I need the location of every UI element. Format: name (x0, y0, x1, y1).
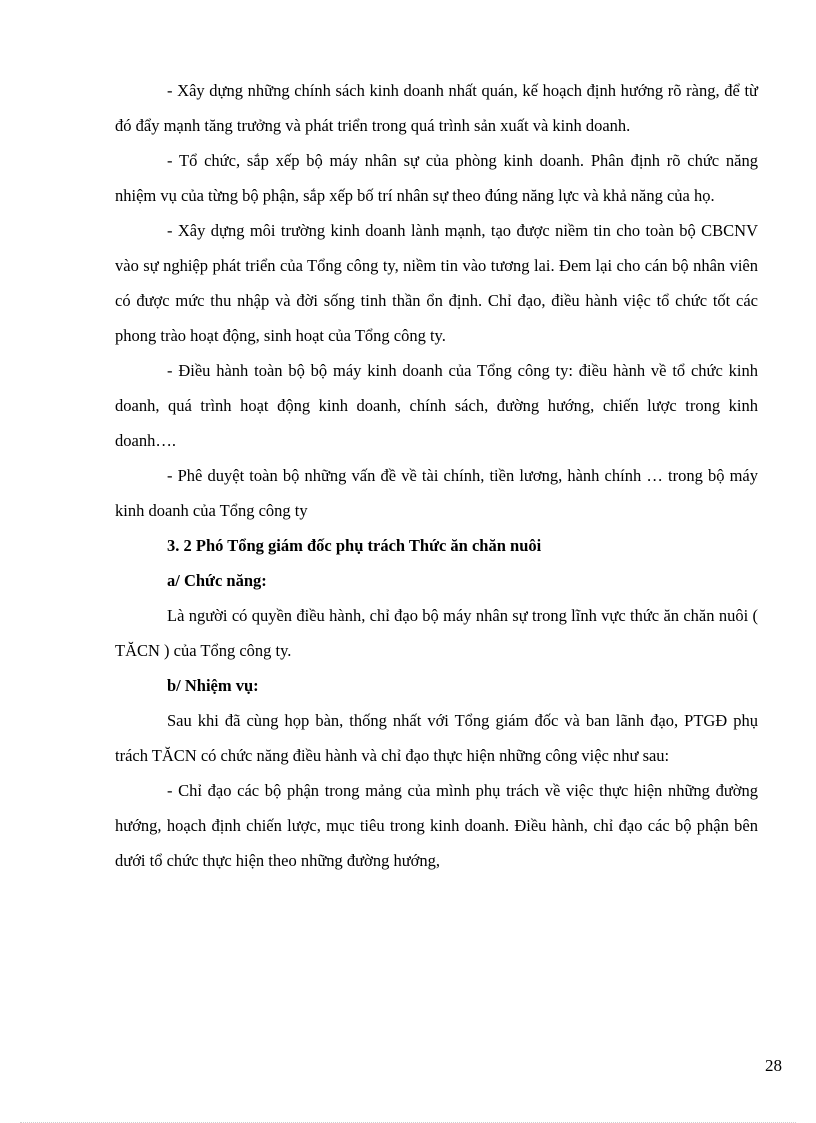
paragraph-environment: - Xây dựng môi trường kinh doanh lành mạnh, tạo được niềm tin cho toàn bộ CBCNV vào sự nghiệp phát triển của Tổng công ty, niềm tin vào tương lai. Đem lại cho cán bộ nhân viên có được mức thu nhập và đời sống tinh thần ổn định. Chỉ đạo, điều hành việc tổ chức tốt các phong trào hoạt động, sinh hoạt của Tổng công ty. (115, 221, 758, 345)
paragraph-approval: - Phê duyệt toàn bộ những vấn đề về tài chính, tiền lương, hành chính … trong bộ máy kinh doanh của Tổng công ty (115, 466, 758, 520)
duty-item: - Chỉ đạo các bộ phận trong mảng của mình phụ trách về việc thực hiện những đường hướng, hoạch định chiến lược, mục tiêu trong kinh doanh. Điều hành, chỉ đạo các bộ phận bên dưới tổ chức thực hiện theo những đường hướng, (115, 781, 758, 870)
paragraph-management: - Điều hành toàn bộ bộ máy kinh doanh của Tổng công ty: điều hành về tổ chức kinh doanh, quá trình hoạt động kinh doanh, chính sách, đường hướng, chiến lược trong kinh doanh…. (115, 361, 758, 450)
duty-heading: b/ Nhiệm vụ: (167, 676, 259, 695)
paragraph-policy: - Xây dựng những chính sách kinh doanh nhất quán, kế hoạch định hướng rõ ràng, để từ đó đẩy mạnh tăng trưởng và phát triển trong quá trình sản xuất và kinh doanh. (115, 81, 758, 135)
function-heading: a/ Chức năng: (167, 571, 267, 590)
paragraph-organization: - Tổ chức, sắp xếp bộ máy nhân sự của phòng kinh doanh. Phân định rõ chức năng nhiệm vụ của từng bộ phận, sắp xếp bố trí nhân sự theo đúng năng lực và khả năng của họ. (115, 151, 758, 205)
duty-intro: Sau khi đã cùng họp bàn, thống nhất với Tổng giám đốc và ban lãnh đạo, PTGĐ phụ trách TĂCN có chức năng điều hành và chỉ đạo thực hiện những công việc như sau: (115, 711, 758, 765)
function-text: Là người có quyền điều hành, chỉ đạo bộ máy nhân sự trong lĩnh vực thức ăn chăn nuôi ( TĂCN ) của Tổng công ty. (115, 606, 758, 660)
page-body (115, 73, 758, 878)
section-heading: 3. 2 Phó Tổng giám đốc phụ trách Thức ăn chăn nuôi (167, 536, 542, 555)
page-number: 28 (765, 1056, 782, 1075)
